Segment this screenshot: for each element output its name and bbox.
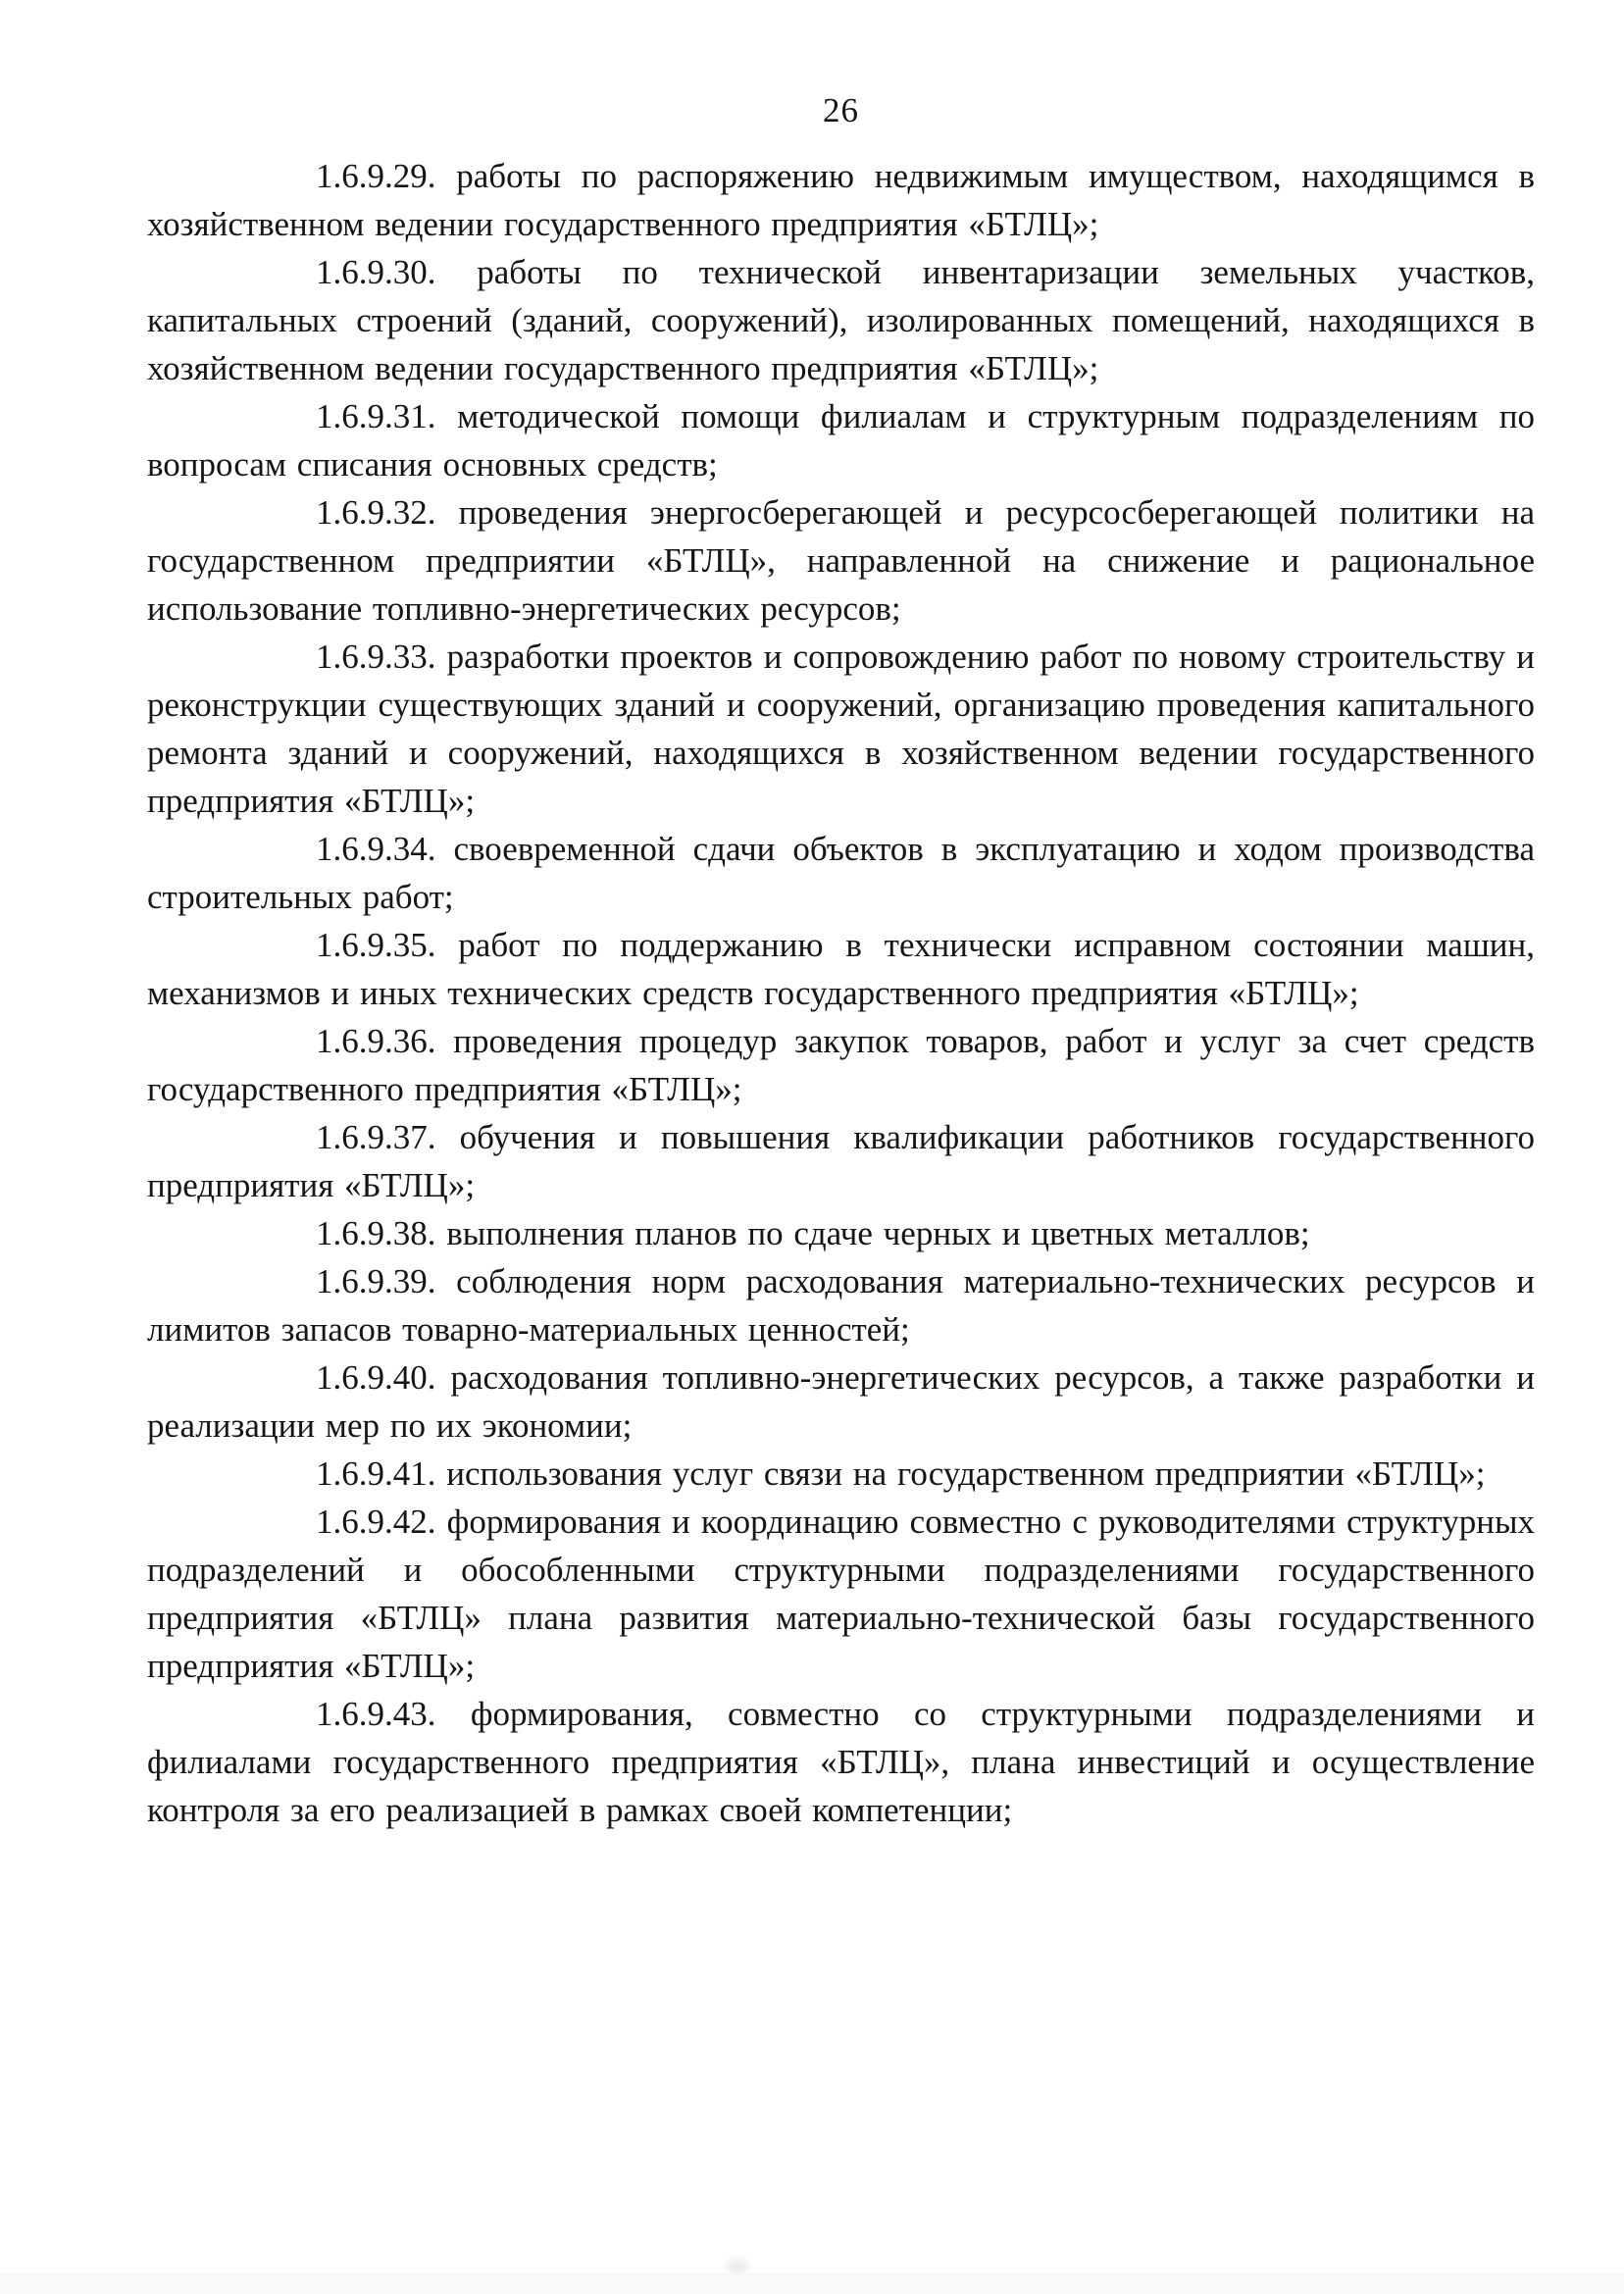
paragraph: [147, 488, 1535, 633]
paragraph-text: работ по поддержанию в технически исправном состоянии машин, механизмов и иных технических средств государственного предприятия «БТЛЦ»;: [147, 926, 1535, 1012]
paragraph: [147, 1450, 1535, 1498]
paragraph: [147, 1209, 1535, 1257]
paragraph: [147, 825, 1535, 921]
paragraph-number: 1.6.9.34.: [316, 830, 436, 868]
paragraph: [147, 1113, 1535, 1209]
paragraph-text: расходования топливно-энергетических ресурсов, а также разработки и реализации мер по их экономии;: [147, 1358, 1535, 1445]
paragraph-text: использования услуг связи на государственном предприятии «БТЛЦ»;: [435, 1454, 1486, 1493]
paragraph-number: 1.6.9.38.: [316, 1214, 436, 1252]
page-number: 26: [823, 91, 859, 129]
paragraph-number: 1.6.9.41.: [316, 1454, 436, 1493]
paragraph: [147, 392, 1535, 488]
paragraph-text: проведения энергосберегающей и ресурсосберегающей политики на государственном предприятии «БТЛЦ», направленной на снижение и рациональное использование топливно-энергетических ресурсов;: [147, 493, 1535, 628]
paragraph-text: формирования и координацию совместно с руководителями структурных подразделений и обособленными структурными подразделениями государственного предприятия «БТЛЦ» плана развития материально-технической базы государственного предприятия «БТЛЦ»;: [147, 1503, 1535, 1685]
paragraph: [147, 633, 1535, 825]
paragraph-text: работы по технической инвентаризации земельных участков, капитальных строений (зданий, сооружений), изолированных помещений, находящихся в хозяйственном ведении государственного предприятия «БТЛЦ»;: [147, 253, 1535, 387]
paragraph-text: соблюдения норм расходования материально-технических ресурсов и лимитов запасов товарно-материальных ценностей;: [147, 1262, 1535, 1349]
paragraph-number: 1.6.9.42.: [316, 1503, 436, 1541]
paragraph-number: 1.6.9.31.: [316, 397, 436, 435]
paragraph-text: выполнения планов по сдаче черных и цветных металлов;: [435, 1214, 1310, 1252]
paragraph: [147, 1498, 1535, 1690]
paragraph-text: своевременной сдачи объектов в эксплуатацию и ходом производства строительных работ;: [147, 830, 1535, 916]
paragraph-number: 1.6.9.37.: [316, 1118, 436, 1156]
paragraph: [147, 152, 1535, 248]
paragraph-text: формирования, совместно со структурными подразделениями и филиалами государственного предприятия «БТЛЦ», плана инвестиций и осуществление контроля за его реализацией в рамках своей компетенции;: [147, 1695, 1535, 1829]
paragraph-number: 1.6.9.33.: [316, 637, 436, 676]
paragraph-number: 1.6.9.36.: [316, 1022, 436, 1060]
paragraph: [147, 1017, 1535, 1113]
paragraph-number: 1.6.9.40.: [316, 1358, 436, 1397]
paragraph-number: 1.6.9.29.: [316, 157, 436, 195]
paragraph-text: проведения процедур закупок товаров, работ и услуг за счет средств государственного предприятия «БТЛЦ»;: [147, 1022, 1535, 1108]
paragraph-number: 1.6.9.35.: [316, 926, 436, 964]
paragraph-number: 1.6.9.43.: [316, 1695, 436, 1733]
paragraph: [147, 248, 1535, 392]
paragraph-number: 1.6.9.39.: [316, 1262, 436, 1300]
paragraph-text: методической помощи филиалам и структурным подразделениям по вопросам списания основных средств;: [147, 397, 1535, 484]
paragraph-text: обучения и повышения квалификации работников государственного предприятия «БТЛЦ»;: [147, 1118, 1535, 1204]
paragraph: [147, 1257, 1535, 1353]
paragraph-text: разработки проектов и сопровождению работ по новому строительству и реконструкции существующих зданий и сооружений, организацию проведения капитального ремонта зданий и сооружений, находящихся в хозяйственном ведении государственного предприятия «БТЛЦ»;: [147, 637, 1535, 820]
paragraph: [147, 1353, 1535, 1450]
paragraph-number: 1.6.9.32.: [316, 493, 436, 532]
document-body: [147, 152, 1535, 1834]
paragraph: [147, 921, 1535, 1017]
paragraph: [147, 1690, 1535, 1834]
scan-artifact-band: [0, 2273, 1624, 2294]
paragraph-number: 1.6.9.30.: [316, 253, 436, 291]
paragraph-text: работы по распоряжению недвижимым имуществом, находящимся в хозяйственном ведении государственного предприятия «БТЛЦ»;: [147, 157, 1535, 243]
